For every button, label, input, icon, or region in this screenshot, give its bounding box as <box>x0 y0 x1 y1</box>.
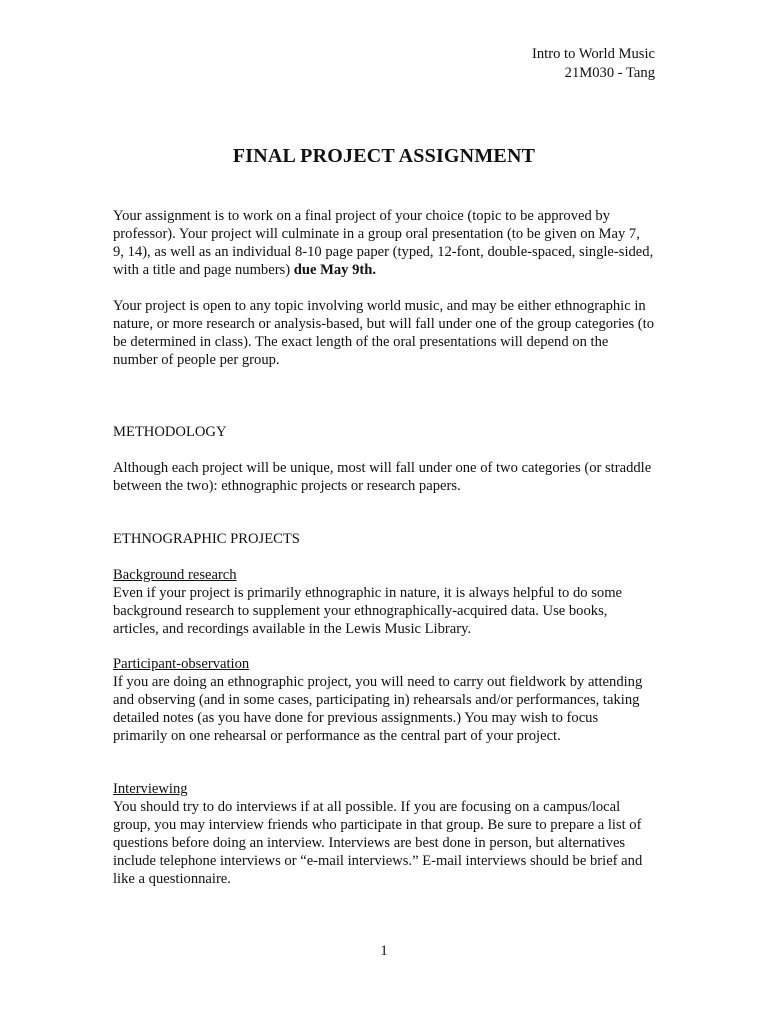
interviewing-text: You should try to do interviews if at all possible. If you are focusing on a campus/local group, you may interview friends who participate in that group. Be sure to prepare a list of questions before doing an interview. Interviews are best done in person, but alternatives include telephone interviews or “e-mail interviews.” E-mail interviews should be brief and like a questionnaire. <box>113 799 643 887</box>
course-code: 21M030 - Tang <box>564 65 655 81</box>
course-header <box>532 45 655 83</box>
intro-paragraph-1-text: Your assignment is to work on a final project of your choice (topic to be approved by professor). Your project will culminate in a group oral presentation (to be given on May 7, 9, 14), as well as an individual 8-10 page paper (typed, 12-font, double-spaced, single-sided, with a title and page numbers) <box>113 208 654 278</box>
ethnographic-projects-heading: ETHNOGRAPHIC PROJECTS <box>113 531 300 547</box>
methodology-heading: METHODOLOGY <box>113 424 227 440</box>
participant-observation-text: If you are doing an ethnographic project, you will need to carry out fieldwork by attending and observing (and in some cases, participating in) rehearsals and/or performances, taking detailed notes (as you have done for previous assignments.) You may wish to focus primarily on one rehearsal or performance as the central part of your project. <box>113 674 643 744</box>
methodology-paragraph: Although each project will be unique, most will fall under one of two categories (or straddle between the two): ethnographic projects or research papers. <box>113 460 652 494</box>
document-title: FINAL PROJECT ASSIGNMENT <box>232 145 536 167</box>
participant-observation-title: Participant-observation <box>113 656 250 672</box>
interviewing-title: Interviewing <box>113 781 188 797</box>
background-research-section <box>113 566 654 638</box>
background-research-text: Even if your project is primarily ethnographic in nature, it is always helpful to do some background research to supplement your ethnographically-acquired data. Use books, articles, and recordings available in the Lewis Music Library. <box>113 585 623 637</box>
participant-observation-section <box>113 655 654 745</box>
intro-paragraph-1 <box>113 207 654 279</box>
course-name: Intro to World Music <box>532 46 655 62</box>
due-date: due May 9th. <box>293 262 377 278</box>
page-number: 1 <box>380 943 388 959</box>
interviewing-section <box>113 780 654 888</box>
intro-paragraph-2: Your project is open to any topic involving world music, and may be either ethnographic in nature, or more research or analysis-based, but will fall under one of the group categories (to be determined in class). The exact length of the oral presentations will depend on the number of people per group. <box>113 298 654 368</box>
background-research-title: Background research <box>113 567 237 583</box>
